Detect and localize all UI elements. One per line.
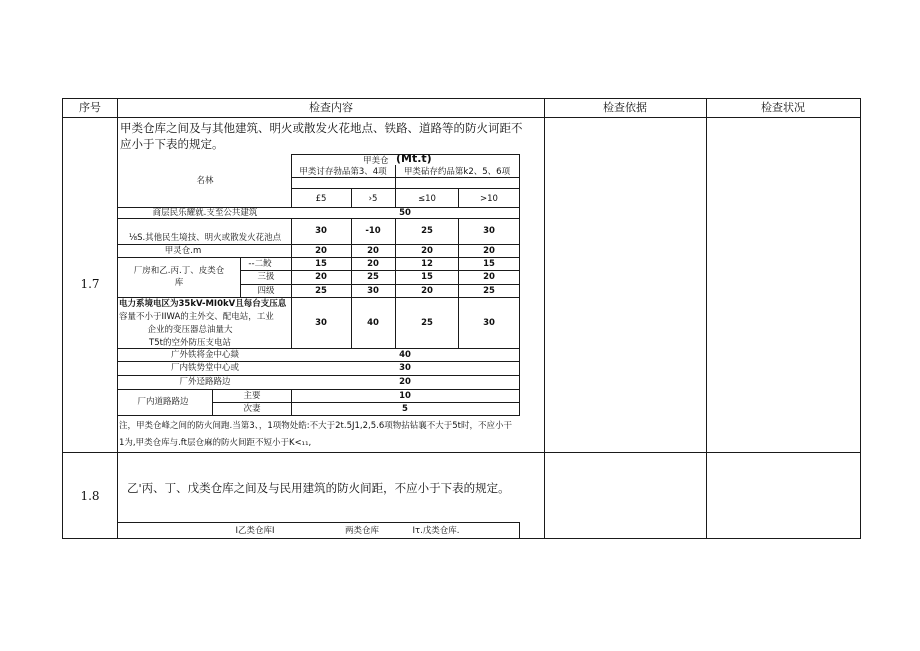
inner-h-sub [291,177,520,178]
inner-v-r4-sub [240,257,241,297]
row-1-8-seq: 1.8 [80,489,100,503]
inner-r5-label-2: 容量不小于IIWA的主外交、配电站，工业 [119,312,274,322]
inner-v-q3 [458,188,459,207]
inner-sub-header-1: 甲类讨存勃品第3、4项 [299,167,387,177]
inner-h-r4b [240,284,520,285]
inner-group-header: 甲美仓 [363,156,389,166]
inner-r4b-v2: 25 [367,272,379,282]
inner-v-name-right-lower [291,218,292,348]
inner-v-name-right [291,154,292,207]
inner-r5-v2: 40 [367,318,379,328]
inner-r9b-value: 5 [402,404,408,414]
header-bottom-line [62,117,861,118]
inner-r2-v1: 30 [315,226,327,236]
inner-limit-1: £5 [315,194,327,204]
inner-h-r2 [118,218,520,219]
header-content: 检查内容 [309,101,353,114]
inner-r3-v2: 20 [367,246,379,256]
col-line-3 [706,98,707,539]
inner-v-mid-lower [395,218,396,348]
inner-r4c-v4: 25 [483,286,495,296]
inner-v-q1 [351,188,352,207]
outer-border-top [62,98,861,99]
col-line-1 [117,98,118,539]
inner-r4-group-label-2: 库 [174,278,184,288]
inner-h-r9a [212,402,520,403]
inner-r5-label-1: 电力系境电区为35kV-MI0kV且每台支压息 [119,299,287,309]
col-line-2 [544,98,545,539]
outer-border-right [860,98,861,539]
inner-v-mid [395,165,396,207]
inner-r4b-v3: 15 [421,272,433,282]
inner-r4-group-label-1: 厂房和乙.丙.丁、皮类仓 [133,266,225,276]
inner-r2-v2: -10 [365,226,381,236]
row-1-8-header-1: I乙类仓库I [235,526,275,536]
row-1-8-table-right [519,522,520,539]
header-status: 检查状况 [761,101,805,114]
inner-h-r9 [118,389,520,390]
header-seq: 序号 [79,101,101,114]
inner-name-header: 名林 [196,176,214,186]
inner-sub-header-2: 甲类砧存约品第k2、5、6项 [403,167,511,177]
inner-r9a-label: 主要 [243,391,261,401]
inner-r3-v1: 20 [315,246,327,256]
inner-r8-label: 厂外迳路路边 [179,377,231,387]
row-1-7-note-line2: 1为,甲类仓库与.ft层仓麻的防火间距不短小于K<₁₁, [119,438,312,448]
inner-r7-label: 厂内铁势堂中心或 [170,363,240,373]
inner-r5-v3: 25 [421,318,433,328]
row-1-7-note-line1: 注，甲类仓峰之间的防火间跑.当第3、，1项物处皓:不大于2t.5J1,2,5.6项物拈钻襄不大于5t时，不应小干 [119,421,512,431]
inner-r5-label-4: T5t的空外防压支电站 [149,338,231,348]
inner-r4b-label: 三扱 [257,272,275,282]
inner-h-r4 [118,257,520,258]
inner-r4b-v4: 20 [483,272,495,282]
inner-r4a-v2: 20 [367,259,379,269]
inner-v-r9-right [291,389,292,415]
row-1-8-header-3: Iτ.戊类仓库. [412,526,460,536]
inner-v-q1-lower [351,218,352,348]
inner-group-header-unit: (Mt.t) [396,152,432,165]
inner-r3-v3: 20 [421,246,433,256]
inner-limit-4: >10 [480,194,498,204]
inner-r1-value: 50 [399,208,411,218]
inner-r4a-label: --二鲛 [248,259,272,269]
inner-h-r6 [118,348,520,349]
inner-h-r8 [118,375,520,376]
inner-r6-label: 广外铁将金中心燚 [170,350,240,360]
row-1-7-intro-line1: 甲类仓库之间及与其他建筑、明火或散发火花地点、铁路、道路等的防火诃距不 [120,121,523,135]
inner-h-bottom [118,415,520,416]
row-1-7-seq: 1.7 [80,277,100,291]
inner-r9a-value: 10 [399,391,411,401]
inner-r5-label-3: 企业的变压器总油量大 [147,325,233,335]
inner-r1-label: 商层民乐耀就.支至公共建筑 [152,208,258,218]
outer-border-bottom [62,538,861,539]
inner-h-r5 [118,297,520,298]
inner-r8-value: 20 [399,377,411,387]
inner-r4c-v1: 25 [315,286,327,296]
row-1-8-intro: 乙'丙、丁、戊类仓库之间及与民用建筑的防火间距，不应小于下表的规定。 [127,481,510,495]
inner-limit-2: ›5 [368,194,378,204]
row-separator [62,452,861,453]
inner-v-r9-sub [212,389,213,415]
header-basis: 检查依据 [603,101,647,114]
row-1-8-header-2: 两类仓库 [344,526,380,536]
inner-r7-value: 30 [399,363,411,373]
inner-limit-3: ≤10 [418,194,436,204]
inner-r2-v4: 30 [483,226,495,236]
inner-r3-v4: 20 [483,246,495,256]
row-1-8-table-top [118,522,520,523]
inner-r6-value: 40 [399,350,411,360]
inner-r4a-v4: 15 [483,259,495,269]
inner-v-right [519,154,520,416]
inner-r4c-v3: 20 [421,286,433,296]
inner-r9-label: 厂内道路路边 [137,397,189,407]
inner-h-limits-top [291,188,520,189]
inner-h-r7 [118,361,520,362]
inner-r9b-label: 次妻 [243,404,261,414]
row-1-7-intro-line2: 应小于下表的规定。 [120,137,224,151]
outer-border-left [62,98,63,539]
inner-r2-v3: 25 [421,226,433,236]
inner-r3-label: 甲灵仓.m [164,246,202,256]
inner-r4c-label: 四级 [257,286,275,296]
inner-r5-v1: 30 [315,318,327,328]
inner-v-q3-lower [458,218,459,348]
inner-h-r4a [240,270,520,271]
inner-h-r3 [118,244,520,245]
inner-r4a-v3: 12 [421,259,433,269]
inner-r4c-v2: 30 [367,286,379,296]
inner-r4b-v1: 20 [315,272,327,282]
inner-r5-v4: 30 [483,318,495,328]
inner-r2-label: ⅛S.其他民生境技、明火或散发火花池点 [128,233,282,243]
inner-r4a-v1: 15 [315,259,327,269]
